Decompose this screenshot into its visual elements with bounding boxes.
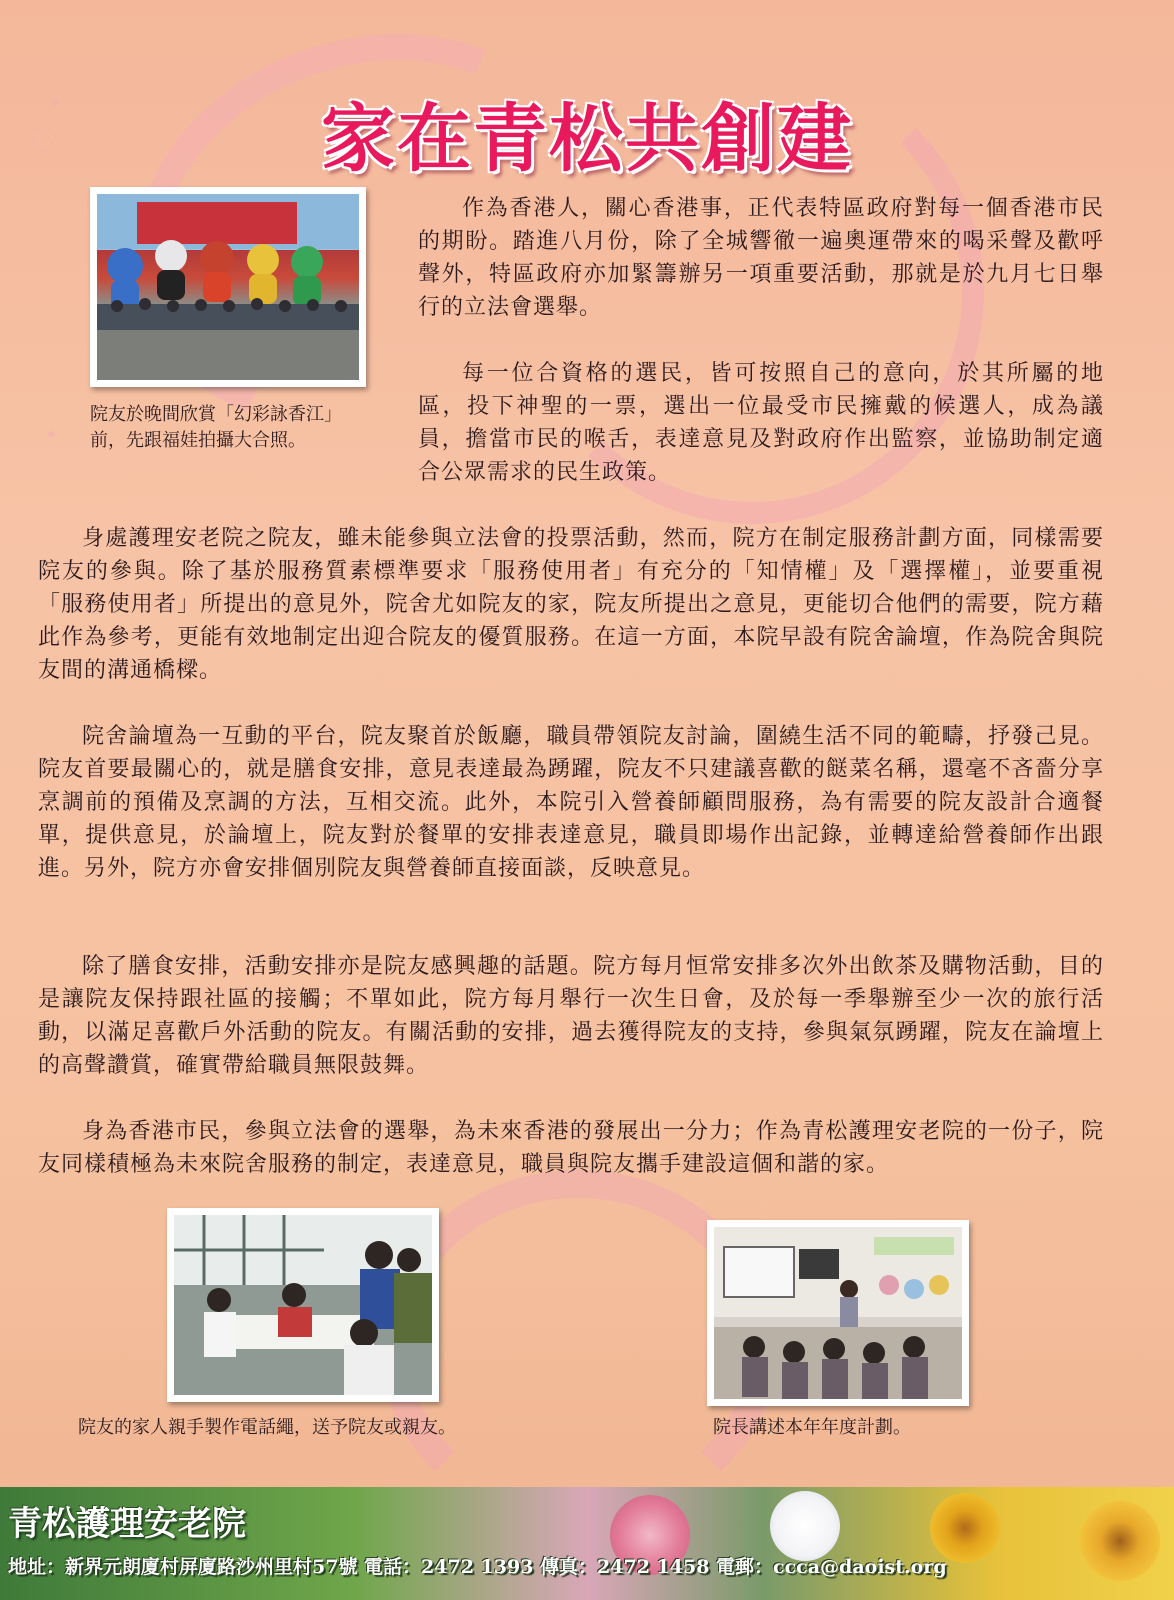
article-intro-paragraph-2: 每一位合資格的選民，皆可按照自己的意向，於其所屬的地區，投下神聖的一票，選出一位最受市民擁戴的候選人，成為議員，擔當市民的喉舌，表達意見及對政府作出監察，並協助制定適合公眾需求的民生政策。 [418,361,1104,485]
article-paragraph-3: 身處護理安老院之院友，雖未能參與立法會的投票活動，然而，院方在制定服務計劃方面，同樣需要院友的參與。除了基於服務質素標準要求「服務使用者」有充分的「知情權」及「選擇權」，並要重視「服務使用者」所提出的意見外，院舍尤如院友的家，院友所提出之意見，更能切合他們的需要，院方藉此作為參考，更能有效地制定出迎合院友的優質服務。在這一方面，本院早設有院舍論壇，作為院舍與院友間的溝通橋樑。 [38,526,1104,683]
photo-mascots [90,187,366,387]
page-title: 家在青松共創建 [321,96,853,182]
article-intro-paragraph-1: 作為香港人，關心香港事，正代表特區政府對每一個香港市民的期盼。踏進八月份，除了全城響徹一遍奧運帶來的喝采聲及歡呼聲外，特區政府亦加緊籌辦另一項重要活動，那就是於九月七日舉行的立法會選舉。 [418,196,1104,320]
white-flower-icon [770,1491,840,1561]
star-decoration-icon: ✦ [44,425,58,444]
article-paragraph-6: 身為香港市民，參與立法會的選舉，為未來香港的發展出一分力；作為青松護理安老院的一份子，院友同樣積極為未來院舍服務的制定，表達意見，職員與院友攜手建設這個和諧的家。 [38,1119,1104,1177]
article-paragraph-4: 院舍論壇為一互動的平台，院友聚首於飯廳，職員帶領院友討論，圍繞生活不同的範疇，抒發己見。院友首要最關心的，就是膳食安排，意見表達最為踴躍，院友不只建議喜歡的餸菜名稱，還毫不吝嗇分享烹調前的預備及烹調的方法，互相交流。此外，本院引入營養師顧問服務，為有需要的院友設計合適餐單，提供意見，於論壇上，院友對於餐單的安排表達意見，職員即場作出記錄，並轉達給營養師作出跟進。另外，院方亦會安排個別院友與營養師直接面談，反映意見。 [38,724,1104,881]
contact-address: 地址：新界元朗廈村屏廈路沙州里村57號 電話：2472 1393 傳真：2472 1458 電郵：ccca@daoist.org [8,1556,947,1578]
article-paragraph-5: 除了膳食安排，活動安排亦是院友感興趣的話題。院方每月恒常安排多次外出飲茶及購物活動，目的是讓院友保持跟社區的接觸；不單如此，院方每月舉行一次生日會，及於每一季舉辦至少一次的旅行活動，以滿足喜歡戶外活動的院友。有關活動的安排，過去獲得院友的支持，參與氣氛踴躍，院友在論壇上的高聲讚賞，確實帶給職員無限鼓舞。 [38,954,1104,1078]
photo-director-talk [707,1220,969,1406]
heart-decoration-icon: ♡ [28,123,59,163]
organization-name: 青松護理安老院 [8,1504,246,1544]
star-decoration-icon: ✦ [48,93,62,112]
crafts-scene-illustration [174,1215,432,1395]
meeting-scene-illustration [714,1227,962,1399]
photo-caption-mascots: 院友於晚間欣賞「幻彩詠香江」 前，先跟福娃拍攝大合照。 [90,404,342,451]
photo-caption-director-talk: 院長講述本年年度計劃。 [713,1417,911,1438]
photo-crafts [167,1208,439,1402]
mascot-figures-illustration [97,194,359,380]
photo-caption-crafts: 院友的家人親手製作電話繩，送予院友或親友。 [78,1417,456,1438]
